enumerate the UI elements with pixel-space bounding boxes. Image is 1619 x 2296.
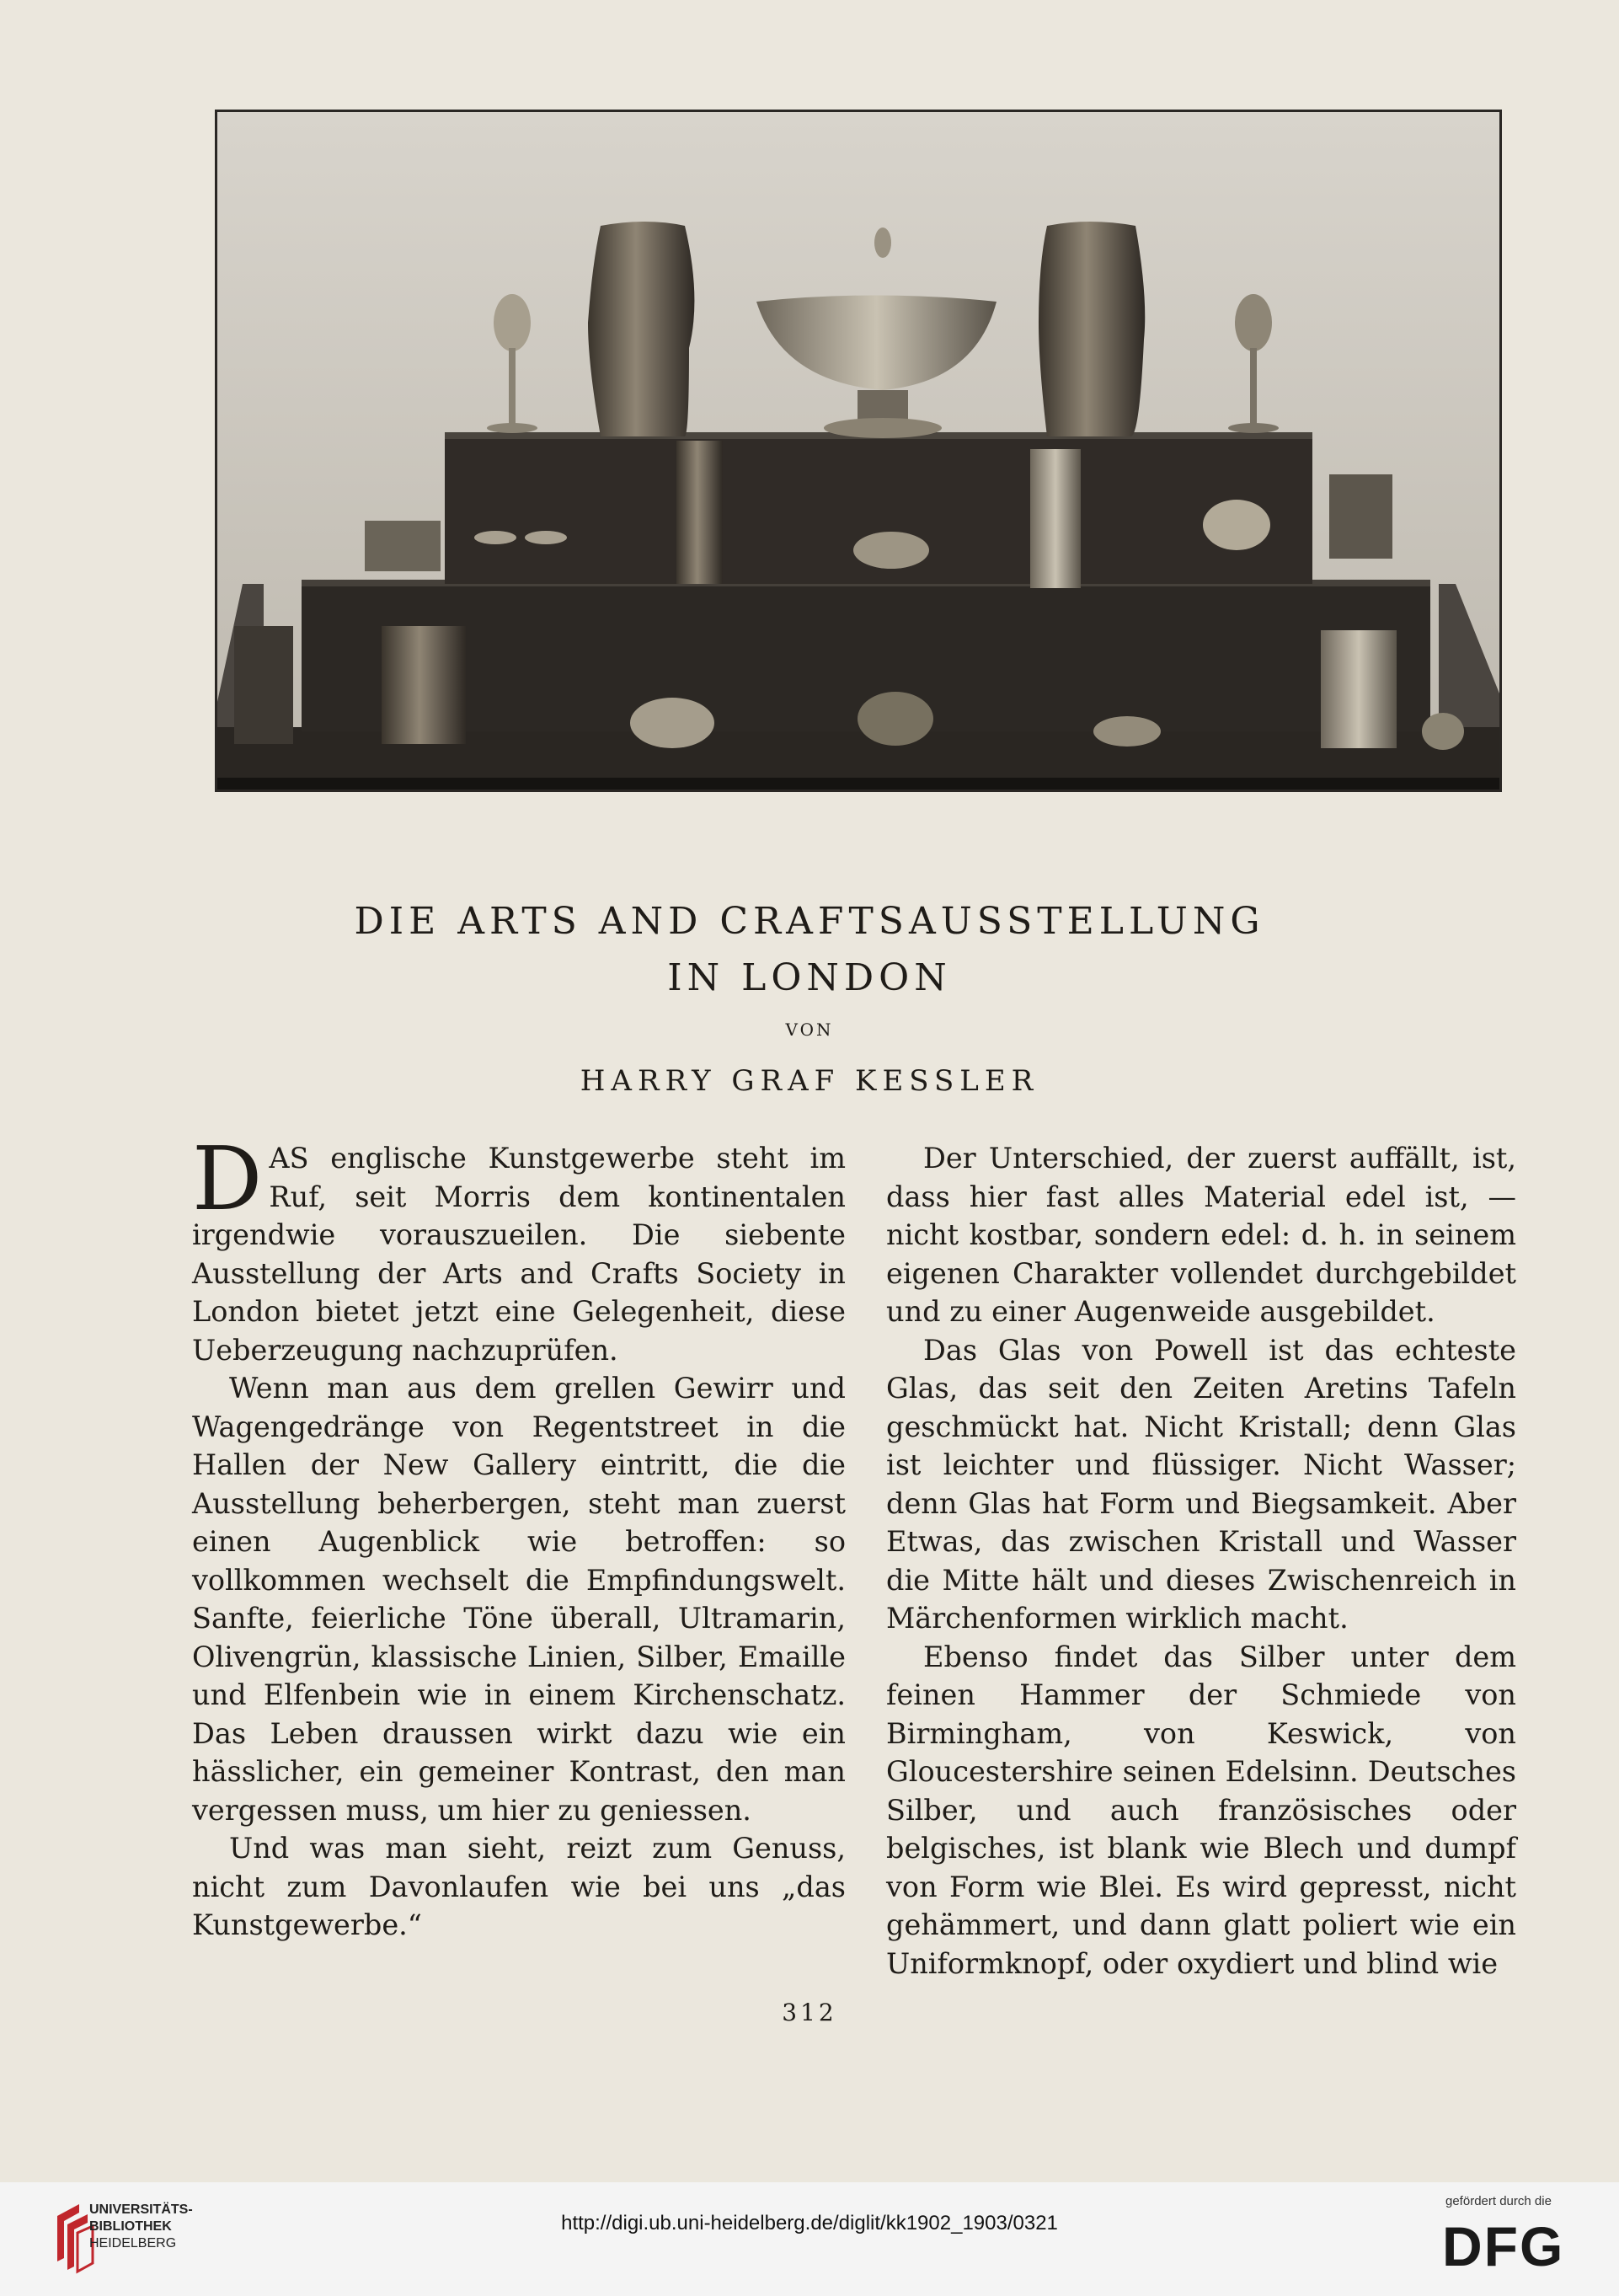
library-name-line: UNIVERSITÄTS- bbox=[89, 2202, 193, 2217]
article-title-line2: IN LONDON bbox=[667, 956, 952, 999]
text-column-left bbox=[192, 1127, 846, 1945]
dfg-logo[interactable]: DFG bbox=[1442, 2215, 1565, 2277]
university-library-logo-icon[interactable] bbox=[54, 2199, 94, 2277]
paragraph bbox=[192, 1127, 846, 1369]
paragraph: Und was man sieht, reizt zum Genuss, nicht zum Davonlaufen wie bei uns „das Kunstgewerbe.“ bbox=[192, 1832, 846, 1941]
author-name: HARRY GRAF KESSLER bbox=[580, 1064, 1039, 1098]
permalink-url[interactable]: http://digi.ub.uni-heidelberg.de/diglit/kk1902_1903/0321 bbox=[561, 2212, 1058, 2234]
photo-plate-silverware bbox=[215, 110, 1502, 792]
paragraph: Wenn man aus dem grellen Gewirr und Wagengedränge von Regentstreet in die Hallen der New Gallery eintritt, die die Ausstellung beherbergen, steht man zuerst einen Augenblick wie betroffen: so vollkommen wechselt die Empfindungswelt. Sanfte, feierliche Töne überall, Ultramarin, Olivengrün, klassische Linien, Silber, Emaille und Elfenbein wie in einem Kirchenschatz. Das Leben draussen wirkt dazu wie ein hässlicher, ein gemeiner Kontrast, den man vergessen muss, um hier zu geniessen. bbox=[192, 1372, 846, 1827]
paragraph: Der Unterschied, der zuerst auffällt, ist, dass hier fast alles Material edel ist, — nicht kostbar, sondern edel: d. h. in seinem eigenen Charakter vollendet durchgebildet und zu einer Augenweide ausgebildet. bbox=[886, 1142, 1516, 1328]
sponsor-text: gefördert durch die bbox=[1445, 2194, 1552, 2208]
paragraph-text: AS englische Kunstgewerbe steht im Ruf, seit Morris dem kontinentalen irgendwie vorauszueilen. Die siebente Ausstellung der Arts and Crafts Society in London bietet jetzt eine Gelegenheit, diese Ueberzeugung nachzuprüfen. bbox=[192, 1142, 846, 1367]
silverware-photo-image bbox=[217, 112, 1499, 789]
page-number: 312 bbox=[782, 1999, 837, 2026]
paragraph: Das Glas von Powell ist das echteste Glas, das seit den Zeiten Aretins Tafeln geschmückt hat. Nicht Kristall; denn Glas ist leichter und flüssiger. Nicht Wasser; denn Glas hat Form und Biegsamkeit. Aber Etwas, das zwischen Kristall und Wasser die Mitte hält und dieses Zwischenreich in Märchenformen wirklich macht. bbox=[886, 1333, 1516, 1635]
paragraph: Ebenso findet das Silber unter dem feinen Hammer der Schmiede von Birmingham, von Keswick, von Gloucestershire seinen Edelsinn. Deutsches Silber, und auch französisches oder belgisches, ist blank wie Blech und dumpf von Form wie Blei. Es wird gepresst, nicht gehämmert, und dann glatt poliert wie ein Uniformknopf, oder oxydiert und blind wie bbox=[886, 1640, 1516, 1980]
library-name-line: HEIDELBERG bbox=[89, 2236, 177, 2251]
byline-von: VON bbox=[785, 1020, 834, 1040]
footer-bar bbox=[0, 2182, 1619, 2296]
text-column-right bbox=[886, 1139, 1516, 1983]
library-name-line: BIBLIOTHEK bbox=[89, 2219, 172, 2234]
drop-cap: D bbox=[192, 1127, 263, 1230]
article-title-line1: DIE ARTS AND CRAFTSAUSSTELLUNG bbox=[354, 900, 1265, 943]
